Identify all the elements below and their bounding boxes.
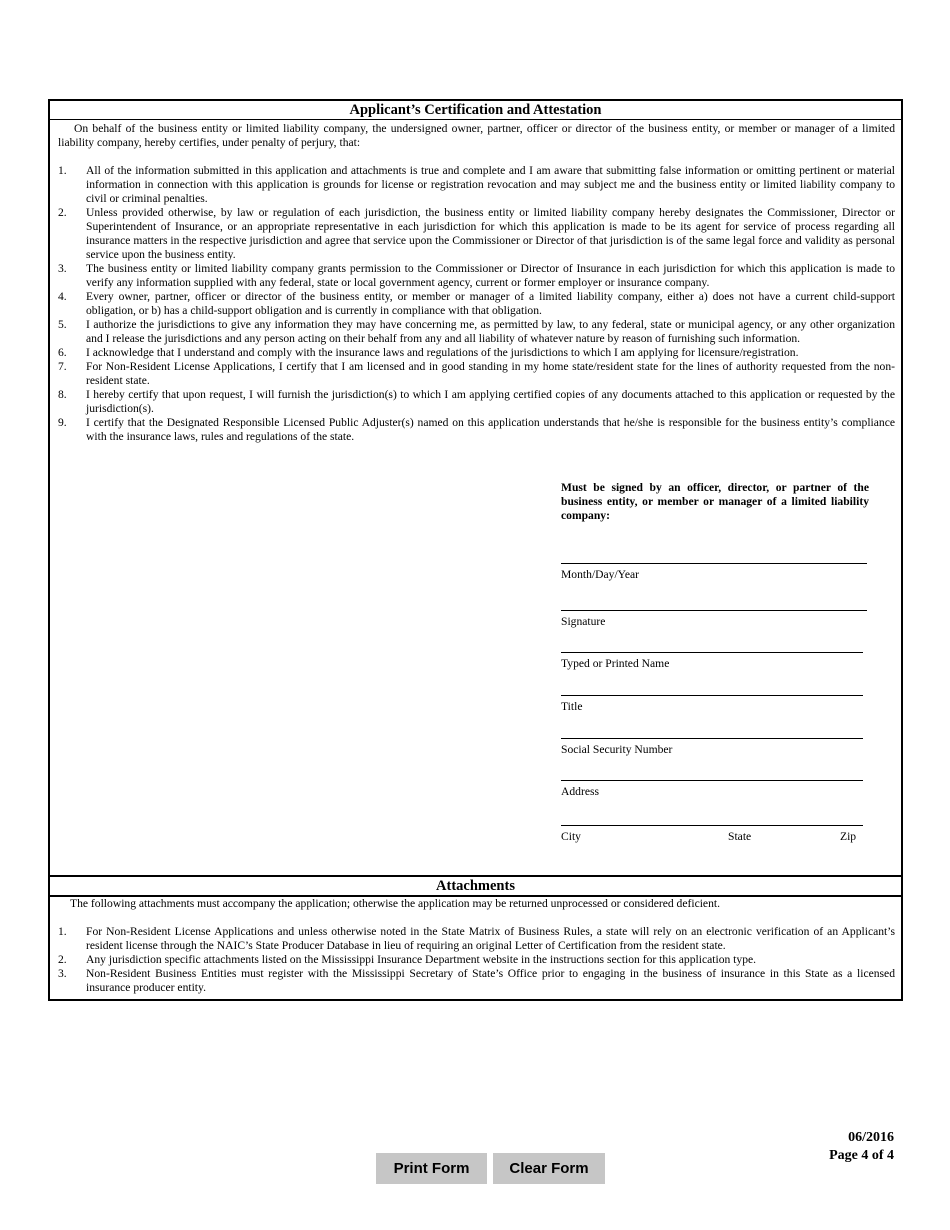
ssn-field[interactable] (561, 738, 869, 757)
attachments-list (58, 925, 895, 995)
list-item (58, 925, 895, 953)
item-number: 5. (58, 318, 67, 331)
item-number: 2. (58, 953, 67, 966)
date-label: Month/Day/Year (561, 568, 640, 581)
list-item (58, 967, 895, 995)
zip-label: Zip (840, 830, 857, 843)
state-label: State (728, 830, 752, 843)
list-item (58, 290, 895, 318)
ssn-line[interactable] (561, 738, 863, 739)
item-number: 2. (58, 206, 67, 219)
list-item (58, 262, 895, 290)
item-text: I certify that the Designated Responsible Licensed Public Adjuster(s) named on this application understands that he/she is responsible for the business entity’s compliance with the insurance laws, rules and regulations of the state. (86, 416, 895, 443)
page-number: Page 4 of 4 (829, 1148, 894, 1163)
clear-form-button[interactable]: Clear Form (493, 1153, 605, 1184)
item-text: For Non-Resident License Applications and unless otherwise noted in the State Matrix of Business Rules, a state will rely on an electronic verification of an Applicant’s resident license through the NAIC’s State Producer Database in lieu of requiring an original Letter of Certification from the resident state. (86, 925, 895, 952)
item-number: 1. (58, 925, 67, 938)
item-text: I authorize the jurisdictions to give any information they may have concerning me, as permitted by law, to any federal, state or municipal agency, or any other organization and I release the jurisdictions and any person acting on their behalf from any and all liability of whatever nature by reason of furnishing such information. (86, 318, 895, 345)
signature-line[interactable] (561, 610, 867, 611)
item-text: The business entity or limited liability company grants permission to the Commissioner or Director of Insurance in each jurisdiction for which this application is made to verify any information supplied with any federal, state or local government agency, current or former employer or insurance company. (86, 262, 895, 289)
city-state-zip-labels (561, 830, 869, 844)
printed-name-label: Typed or Printed Name (561, 657, 670, 670)
date-line[interactable] (561, 563, 867, 564)
certification-intro: On behalf of the business entity or limited liability company, the undersigned owner, partner, officer or director of the business entity, or member or manager of a limited liability company, hereby certifies, under penalty of perjury, that: (58, 122, 895, 149)
item-number: 1. (58, 164, 67, 177)
attachments-section (50, 897, 901, 995)
title-line[interactable] (561, 695, 863, 696)
item-number: 9. (58, 416, 67, 429)
city-label: City (561, 830, 581, 843)
list-item (58, 318, 895, 346)
list-item (58, 206, 895, 262)
item-number: 3. (58, 262, 67, 275)
signature-note: Must be signed by an officer, director, or partner of the business entity, or member or manager of a limited liability company: (561, 481, 869, 522)
address-field[interactable] (561, 780, 869, 799)
city-state-zip-line[interactable] (561, 825, 863, 826)
printed-name-line[interactable] (561, 652, 863, 653)
item-text: Any jurisdiction specific attachments listed on the Mississippi Insurance Department website in the instructions section for this application type. (86, 953, 757, 966)
list-item (58, 164, 895, 206)
item-text: Non-Resident Business Entities must register with the Mississippi Secretary of State’s Office prior to engaging in the business of insurance in this State as a licensed insurance producer entity. (86, 967, 895, 994)
title-label: Title (561, 700, 583, 713)
list-item (58, 416, 895, 444)
list-item (58, 388, 895, 416)
certification-title: Applicant’s Certification and Attestation (50, 101, 901, 120)
city-state-zip-field[interactable] (561, 825, 869, 844)
date-field[interactable] (561, 563, 869, 582)
form-revision-date: 06/2016 (848, 1130, 894, 1145)
item-number: 8. (58, 388, 67, 401)
list-item (58, 953, 895, 967)
ssn-label: Social Security Number (561, 743, 673, 756)
list-item (58, 360, 895, 388)
item-number: 4. (58, 290, 67, 303)
attachments-intro: The following attachments must accompany the application; otherwise the application may be returned unprocessed or considered deficient. (70, 897, 720, 910)
item-text: I hereby certify that upon request, I will furnish the jurisdiction(s) to which I am applying certified copies of any documents attached to this application or requested by the jurisdiction(s). (86, 388, 895, 415)
address-line[interactable] (561, 780, 863, 781)
print-form-button[interactable]: Print Form (376, 1153, 487, 1184)
attachments-title: Attachments (50, 875, 901, 897)
item-text: I acknowledge that I understand and comply with the insurance laws and regulations of the jurisdictions to which I am applying for licensure/registration. (86, 346, 799, 359)
item-text: Every owner, partner, officer or director of the business entity, or member or manager of a limited liability company, either a) does not have a current child-support obligation, or b) has a child-support obligation and is currently in compliance with that obligation. (86, 290, 895, 317)
item-number: 3. (58, 967, 67, 980)
address-label: Address (561, 785, 599, 798)
item-text: For Non-Resident License Applications, I certify that I am licensed and in good standing in my home state/resident state for the lines of authority requested from the non-resident state. (86, 360, 895, 387)
form-box (48, 99, 903, 1001)
printed-name-field[interactable] (561, 652, 869, 671)
item-text: All of the information submitted in this application and attachments is true and complete and I am aware that submitting false information or omitting pertinent or material information in connection with this application is grounds for license or registration revocation and may subject me and the business entity or limited liability company to civil or criminal penalties. (86, 164, 895, 205)
item-number: 7. (58, 360, 67, 373)
list-item (58, 346, 895, 360)
signature-label: Signature (561, 615, 606, 628)
title-field[interactable] (561, 695, 869, 714)
certification-list (58, 164, 895, 444)
signature-field[interactable] (561, 610, 869, 629)
item-text: Unless provided otherwise, by law or regulation of each jurisdiction, the business entity or limited liability company hereby designates the Commissioner, Director or Superintendent of Insurance, or an appropriate representative in each jurisdiction for which this application is made to be its agent for service of process regarding all insurance matters in the respective jurisdiction and agree that service upon the Commissioner or Director of that jurisdiction is of the same legal force and validity as personal service upon the business entity. (86, 206, 895, 261)
signature-block (561, 481, 869, 843)
item-number: 6. (58, 346, 67, 359)
